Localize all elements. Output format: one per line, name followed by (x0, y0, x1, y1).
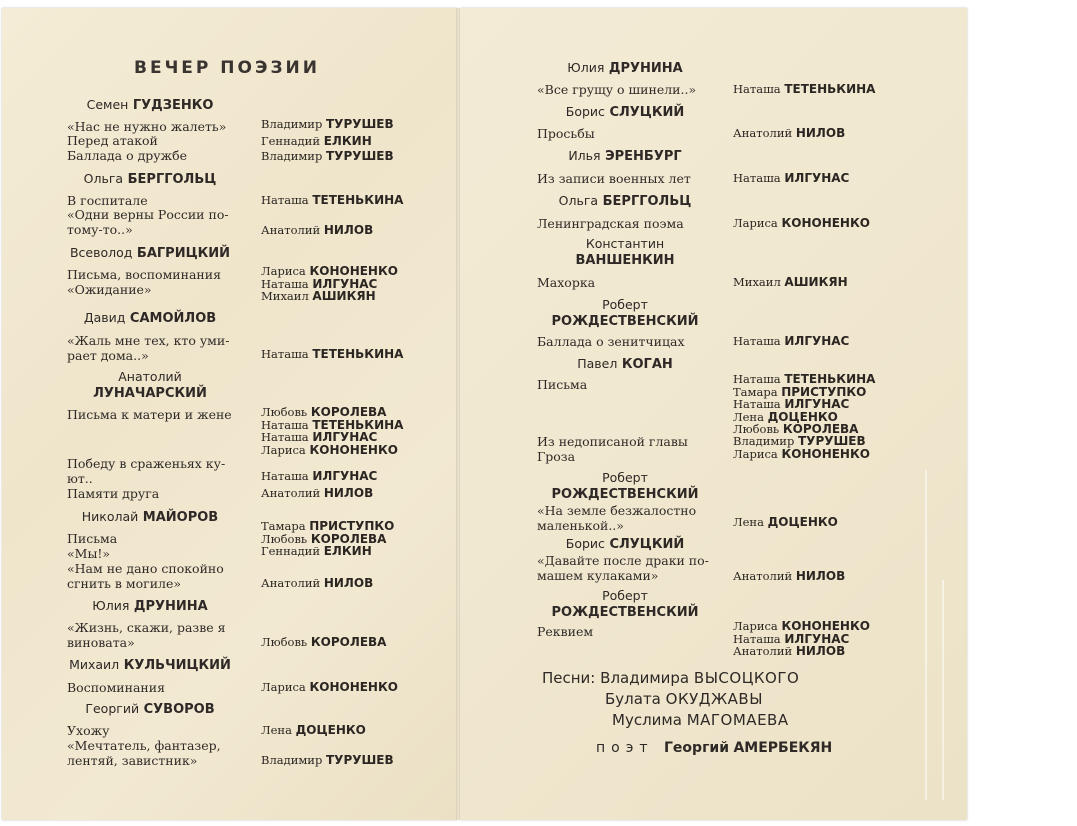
work-title (537, 553, 709, 583)
reader: Лариса КОНОНЕНКО (733, 446, 870, 461)
author-name (505, 536, 745, 553)
work-title-line: «Ожидание» (67, 282, 152, 297)
reader: Анатолий НИЛОВ (733, 126, 846, 140)
work-title (537, 377, 587, 392)
reader-list (733, 276, 848, 289)
work-title-line: Реквием (537, 624, 594, 639)
reader: Анатолий НИЛОВ (261, 223, 374, 237)
reader: Любовь КОРОЛЕВА (261, 405, 387, 419)
work-title (67, 333, 229, 363)
reader: Лариса КОНОНЕНКО (733, 619, 870, 633)
songs-label: Песни: (542, 669, 596, 687)
reader-list (261, 150, 394, 163)
work-title-line: Баллада о зенитчицах (537, 334, 685, 349)
author-last-name: БЕРГГОЛЬЦ (602, 194, 692, 209)
author-last-name: БЕРГГОЛЬЦ (127, 172, 217, 187)
work-title-line: Баллада о дружбе (67, 148, 188, 163)
author-first-name: Юлия (567, 60, 605, 75)
reader: Наташа ИЛГУНАС (733, 631, 850, 646)
work-title-line: машем кулаками» (537, 568, 659, 583)
reader: Михаил АШИКЯН (261, 289, 376, 303)
reader: Владимир ТУРУШЕВ (261, 117, 394, 131)
reader: Наташа ТЕТЕНЬКИНА (733, 372, 876, 386)
reader: Наташа ИЛГУНАС (733, 334, 850, 348)
author-name (505, 297, 745, 330)
reader-list (733, 373, 875, 436)
reader-list (733, 435, 870, 460)
reader: Анатолий НИЛОВ (733, 569, 846, 583)
reader-list (261, 487, 373, 500)
work-title-line: Письма, воспоминания (67, 267, 221, 282)
work-title-line: «Мечтатель, фантазер, (67, 738, 221, 753)
work-title-line: Махорка (537, 275, 596, 290)
author-first-name: Георгий (85, 701, 140, 716)
work-title (537, 82, 696, 97)
reader-list (733, 335, 849, 348)
work-title-line: «Нам не дано спокойно (67, 561, 224, 576)
work-title (67, 561, 224, 591)
reader-list (261, 681, 398, 694)
reader: Владимир ТУРУШЕВ (261, 753, 394, 767)
author-name (30, 657, 270, 674)
work-title-line: Перед атакой (67, 133, 158, 148)
reader-list (733, 172, 849, 185)
reader: Лариса КОНОНЕНКО (261, 680, 398, 694)
author-first-name: Борис (565, 104, 605, 119)
author-last-name: ДРУНИНА (608, 61, 683, 76)
work-title-line: «Жизнь, скажи, разве я (67, 620, 226, 635)
poet-last-name: АМЕРБЕКЯН (733, 740, 833, 756)
work-title-line: маленькой..» (537, 518, 624, 533)
reader-list (261, 118, 394, 131)
reader-list (261, 406, 403, 456)
author-name (505, 193, 745, 210)
work-title (537, 624, 593, 639)
work-title (67, 680, 165, 695)
reader: Лена ДОЦЕНКО (733, 515, 838, 529)
work-title (537, 126, 595, 141)
work-title (67, 456, 225, 486)
reader-list (733, 127, 845, 140)
work-title-line: Гроза (537, 449, 576, 464)
work-title (67, 193, 148, 208)
work-title (67, 119, 226, 134)
author-name (505, 588, 745, 621)
reader-list (733, 217, 870, 230)
author-first-name: Роберт (602, 297, 648, 312)
reader: Наташа ИЛГУНАС (733, 171, 850, 185)
author-name (30, 245, 270, 262)
work-title (67, 531, 117, 561)
reader: Геннадий ЕЛКИН (261, 544, 372, 558)
author-last-name: МАЙОРОВ (142, 510, 219, 525)
work-title-line: «Одни верны России по- (67, 207, 229, 222)
author-first-name: Роберт (602, 470, 648, 485)
poet-first-name: Георгий (664, 740, 730, 756)
work-title (67, 148, 187, 163)
author-first-name: Семен (86, 97, 129, 112)
work-title-line: виновата» (67, 635, 135, 650)
work-title-line: тому-то..» (67, 222, 133, 237)
reader-list (261, 265, 398, 303)
reader: Любовь КОРОЛЕВА (733, 422, 859, 436)
reader: Лариса КОНОНЕНКО (733, 216, 870, 230)
work-title (537, 334, 685, 349)
work-title (67, 620, 226, 650)
author-name (505, 356, 745, 373)
author-last-name: ЭРЕНБУРГ (605, 149, 682, 164)
author-first-name: Юлия (92, 598, 130, 613)
author-last-name: БАГРИЦКИЙ (136, 246, 231, 261)
reader: Наташа ИЛГУНАС (261, 430, 378, 444)
reader-list (261, 636, 386, 649)
reader: Наташа ТЕТЕНЬКИНА (733, 82, 876, 96)
author-first-name: Роберт (602, 588, 648, 603)
author-last-name: ДРУНИНА (133, 599, 208, 614)
author-first-name: Павел (577, 356, 618, 371)
author-name (505, 236, 745, 269)
reader: Лена ДОЦЕНКО (261, 723, 366, 737)
author-first-name: Николай (81, 509, 139, 524)
author-name (505, 60, 745, 77)
work-title-line: Ухожу (67, 723, 110, 738)
reader-list (261, 224, 373, 237)
reader: Лариса КОНОНЕНКО (261, 264, 398, 278)
reader-list (733, 620, 870, 658)
reader: Наташа ИЛГУНАС (261, 469, 378, 483)
author-name (30, 509, 270, 526)
work-title-line: «Жаль мне тех, кто уми- (67, 333, 230, 348)
work-title-line: «Все грущу о шинели..» (537, 82, 697, 97)
work-title-line: «Мы!» (67, 546, 111, 561)
work-title-line: Письма (537, 377, 588, 392)
reader: Владимир ТУРУШЕВ (261, 149, 394, 163)
work-title-line: Ленинградская поэма (537, 216, 684, 231)
reader: Любовь КОРОЛЕВА (261, 531, 387, 546)
author-name (505, 148, 745, 165)
work-title (537, 434, 688, 464)
author-last-name: РОЖДЕСТВЕНСКИЙ (551, 314, 699, 329)
work-title-line: сгнить в могиле» (67, 576, 182, 591)
author-last-name: СУВОРОВ (143, 702, 215, 717)
reader: Михаил АШИКЯН (733, 275, 848, 289)
reader: Геннадий ЕЛКИН (261, 134, 372, 148)
work-title (67, 738, 221, 768)
songs-line: Муслима МАГОМАЕВА (612, 711, 789, 729)
author-last-name: РОЖДЕСТВЕНСКИЙ (551, 487, 699, 502)
reader-list (261, 754, 394, 767)
author-last-name: ЛУНАЧАРСКИЙ (93, 386, 207, 401)
author-name (30, 171, 270, 188)
work-title (537, 216, 684, 231)
author-last-name: СЛУЦКИЙ (609, 537, 685, 552)
reader: Владимир ТУРУШЕВ (733, 434, 866, 448)
reader: Наташа ИЛГУНАС (261, 276, 378, 291)
author-first-name: Илья (568, 148, 601, 163)
program-title: ВЕЧЕР ПОЭЗИИ (134, 58, 320, 78)
author-name (30, 310, 270, 327)
work-title (67, 133, 158, 148)
work-title-line: Письма (67, 531, 118, 546)
work-title (537, 503, 696, 533)
reader: Любовь КОРОЛЕВА (261, 635, 387, 649)
work-title (537, 275, 595, 290)
reader: Анатолий НИЛОВ (261, 576, 374, 590)
reader-list (261, 348, 403, 361)
work-title-line: Письма к матери и жене (67, 407, 232, 422)
author-last-name: САМОЙЛОВ (129, 311, 217, 326)
work-title (537, 171, 691, 186)
reader: Наташа ИЛГУНАС (733, 397, 850, 411)
reader-list (261, 577, 373, 590)
reader-list (261, 520, 394, 558)
author-name (30, 701, 270, 718)
author-name (30, 369, 270, 402)
reader-list (261, 470, 377, 483)
poet-line (596, 740, 832, 756)
poet-label: поэт (596, 740, 654, 756)
work-title (67, 723, 109, 738)
work-title-line: ют.. (67, 471, 93, 486)
work-title-line: «Давайте после драки по- (537, 553, 709, 568)
author-first-name: Давид (83, 310, 126, 325)
work-title-line: Памяти друга (67, 486, 160, 501)
paper-crease (942, 580, 944, 800)
work-title (67, 267, 221, 297)
work-title-line: лентяй, завистник» (67, 753, 198, 768)
songs-line: Булата ОКУДЖАВЫ (605, 690, 763, 708)
author-first-name: Ольга (558, 193, 599, 208)
author-last-name: РОЖДЕСТВЕНСКИЙ (551, 605, 699, 620)
reader-list (261, 194, 403, 207)
work-title-line: Из записи военных лет (537, 171, 691, 186)
work-title-line: «На земле безжалостно (537, 503, 697, 518)
reader-list (261, 135, 372, 148)
reader: Лена ДОЦЕНКО (733, 409, 838, 424)
reader-list (733, 570, 845, 583)
reader: Тамара ПРИСТУПКО (261, 519, 395, 533)
work-title-line: Воспоминания (67, 680, 165, 695)
paper-crease (925, 470, 927, 800)
reader: Анатолий НИЛОВ (733, 644, 846, 658)
work-title-line: Просьбы (537, 126, 595, 141)
author-last-name: КУЛЬЧИЦКИЙ (123, 658, 231, 673)
work-title-line: «Нас не нужно жалеть» (67, 119, 227, 134)
work-title (67, 486, 159, 501)
reader: Наташа ТЕТЕНЬКИНА (261, 193, 404, 207)
author-first-name: Анатолий (118, 369, 182, 384)
reader: Наташа ТЕТЕНЬКИНА (261, 417, 404, 432)
work-title-line: В госпитале (67, 193, 148, 208)
work-title (67, 207, 229, 237)
work-title-line: рает дома..» (67, 348, 149, 363)
songs-line: Владимира ВЫСОЦКОГО (600, 669, 800, 687)
songs-block (542, 668, 799, 731)
author-name (30, 97, 270, 114)
author-last-name: ГУДЗЕНКО (132, 98, 214, 113)
author-first-name: Константин (585, 236, 665, 251)
reader: Тамара ПРИСТУПКО (733, 384, 867, 399)
work-title-line: Из недописаной главы (537, 434, 688, 449)
work-title-line: Победу в сраженьях ку- (67, 456, 226, 471)
author-name (505, 470, 745, 503)
author-name (505, 104, 745, 121)
reader: Лариса КОНОНЕНКО (261, 442, 398, 457)
author-last-name: КОГАН (621, 357, 673, 372)
reader: Наташа ТЕТЕНЬКИНА (261, 347, 404, 361)
reader-list (733, 516, 838, 529)
author-first-name: Борис (565, 536, 605, 551)
author-last-name: СЛУЦКИЙ (609, 105, 685, 120)
author-first-name: Ольга (83, 171, 124, 186)
author-first-name: Всеволод (69, 245, 133, 260)
work-title (67, 407, 232, 422)
reader-list (733, 83, 875, 96)
author-first-name: Михаил (69, 657, 120, 672)
reader-list (261, 724, 366, 737)
author-name (30, 598, 270, 615)
author-last-name: ВАНШЕНКИН (575, 253, 675, 268)
reader: Анатолий НИЛОВ (261, 486, 374, 500)
